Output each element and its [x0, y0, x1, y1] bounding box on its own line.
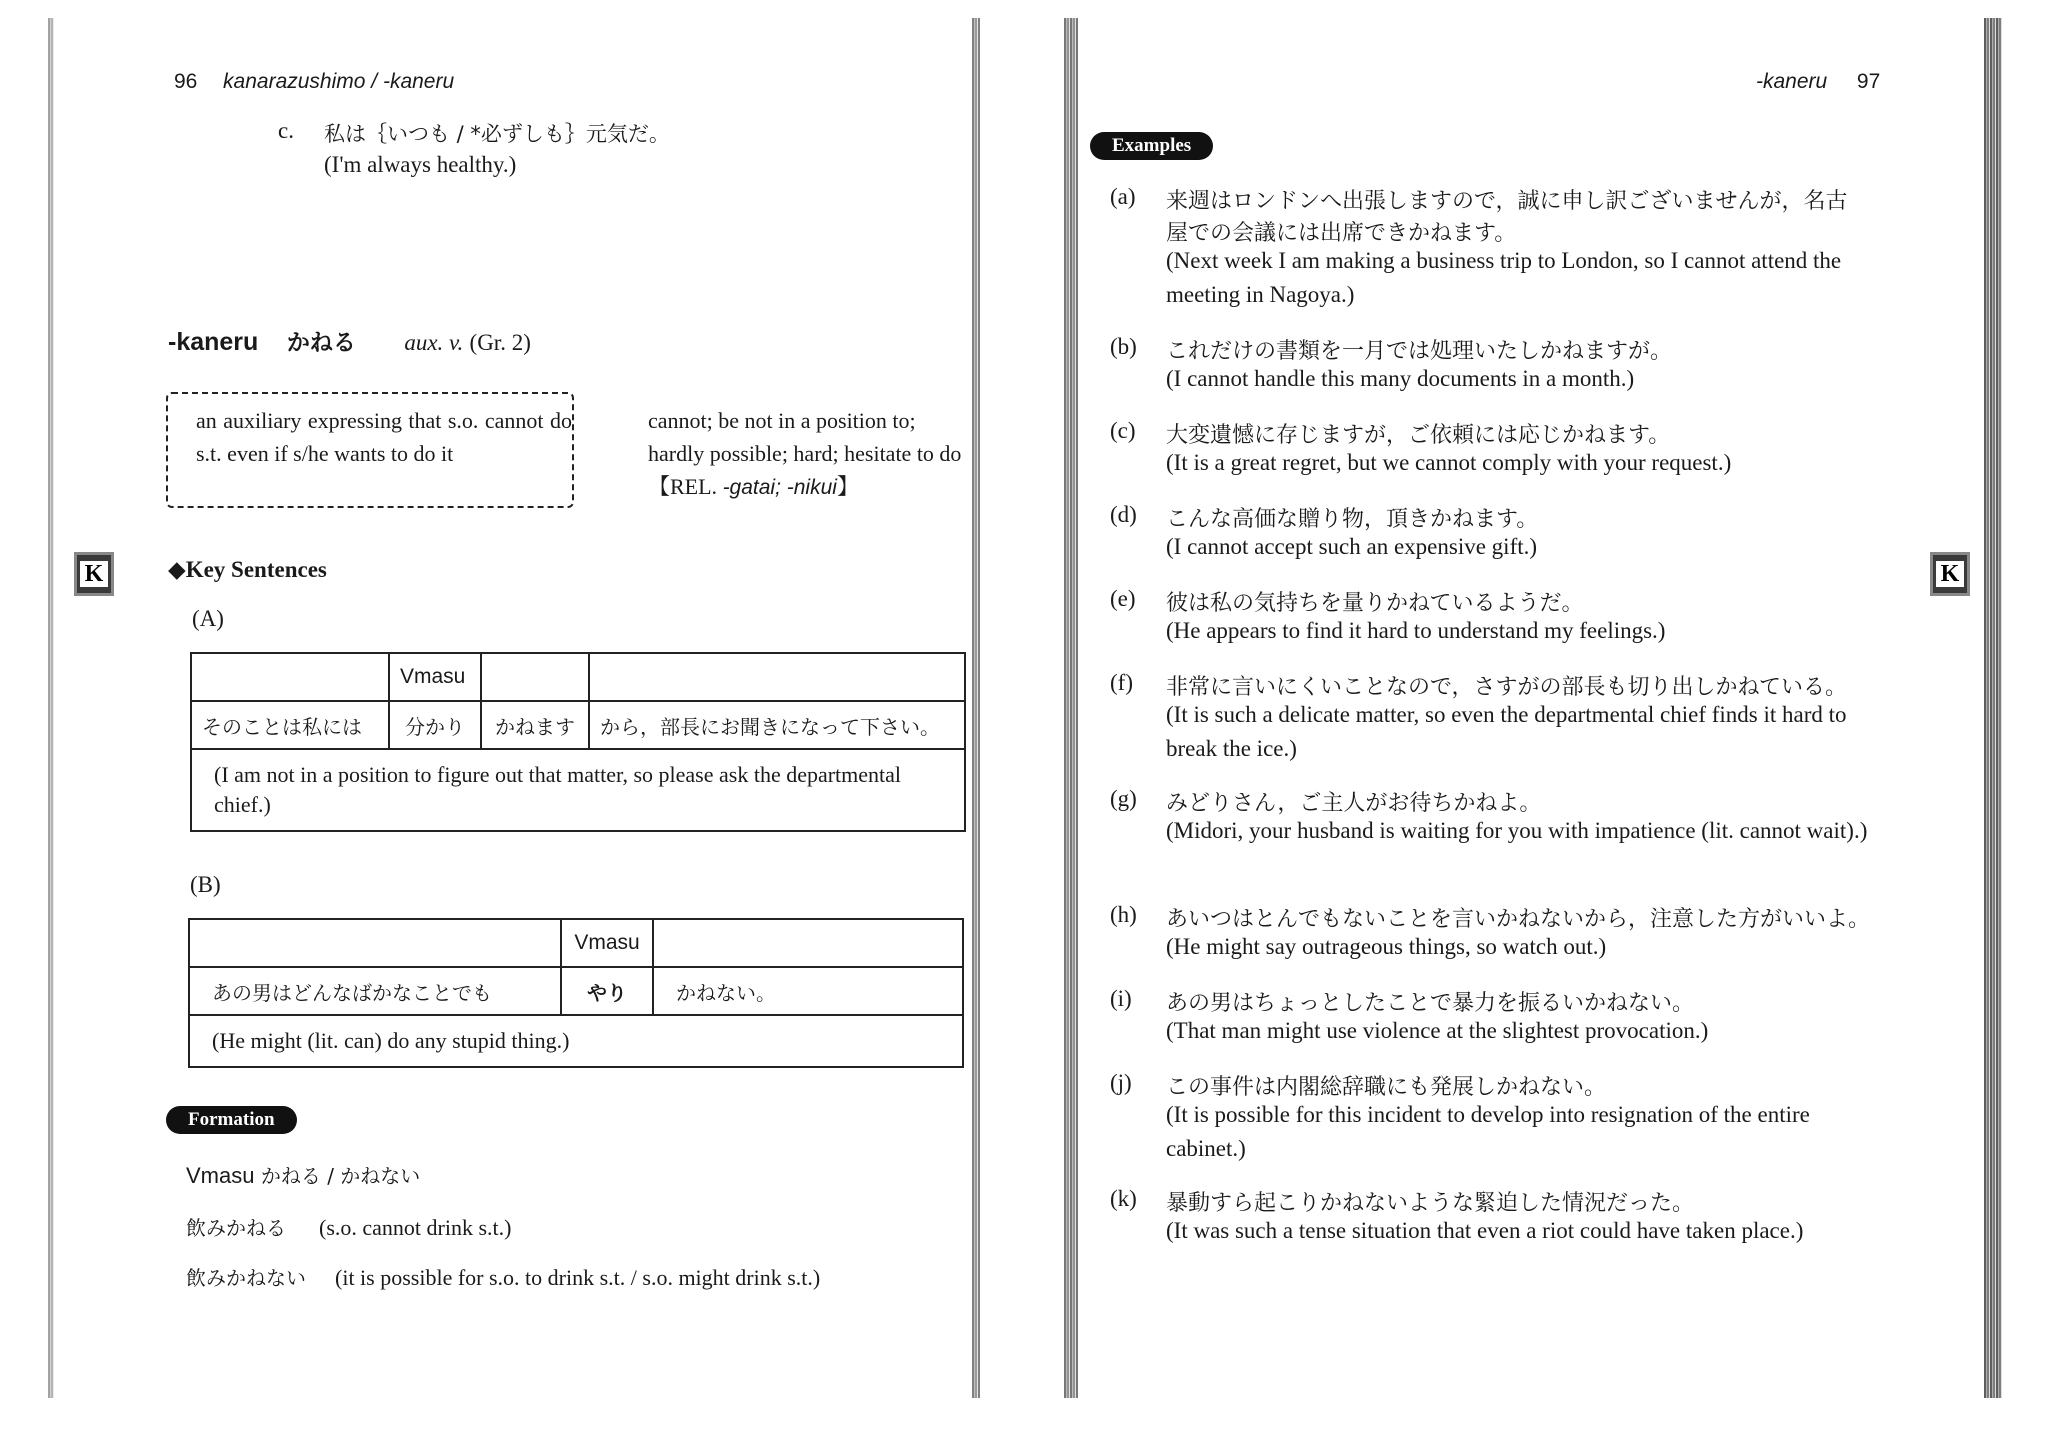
example-label: (i) — [1110, 986, 1132, 1011]
table-a-vmasu: Vmasu — [400, 665, 466, 688]
entry-heading — [168, 324, 531, 357]
example-translation: (It was such a tense situation that even a riot could have taken place.) — [1166, 1218, 1804, 1243]
example-label: (j) — [1110, 1070, 1132, 1095]
example-japanese: これだけの書類を一月では処理いたしかねますが。 — [1166, 339, 1673, 364]
formation-vmasu — [186, 1163, 254, 1188]
page-number-right: 97 — [1856, 70, 1881, 93]
meaning-gloss: cannot; be not in a position to; hardly possible; hard; hesitate to do — [648, 408, 962, 466]
example-japanese: 非常に言いにくいことなので，さすがの部長も切り出しかねている。 — [1166, 675, 1848, 700]
table-a-label: (A) — [192, 606, 224, 631]
formation-pattern — [186, 1160, 420, 1189]
item-c-japanese: 私は｛いつも / *必ずしも｝元気だ。 — [324, 122, 670, 146]
table-a-cell-3: かねます — [481, 701, 589, 749]
example-translation: (I cannot accept such an expensive gift.) — [1166, 534, 1538, 559]
example-japanese: この事件は内閣総辞職にも発展しかねない。 — [1166, 1075, 1607, 1100]
example-label: (g) — [1110, 786, 1137, 811]
table-b-translation: (He might (lit. can) do any stupid thing.) — [189, 1015, 963, 1067]
example-translation: (I cannot handle this many documents in a month.) — [1166, 366, 1635, 391]
example-japanese: 彼は私の気持ちを量りかねているようだ。 — [1166, 591, 1584, 616]
example-japanese-cont: 屋での会議には出席できかねます。 — [1166, 221, 1517, 246]
table-a-empty-2 — [481, 653, 589, 701]
example-label: (e) — [1110, 586, 1136, 611]
table-b-cell-2: やり — [561, 967, 653, 1015]
section-tab-right — [1930, 552, 1970, 596]
example-label: (b) — [1110, 334, 1137, 359]
table-b-header-vmasu — [561, 919, 653, 967]
table-a-cell-4: から，部長にお聞きになって下さい。 — [589, 701, 965, 749]
example-japanese: 大変遺憾に存じますが，ご依頼には応じかねます。 — [1166, 423, 1671, 448]
example-translation: (It is possible for this incident to develop into resignation of the entire cabinet.) — [1166, 1102, 1810, 1161]
table-a-translation: (I am not in a position to figure out that matter, so please ask the departmental chief.) — [191, 749, 965, 831]
formation-example-1 — [186, 1212, 511, 1241]
example-translation: (It is such a delicate matter, so even the departmental chief finds it hard to break the ice.) — [1166, 702, 1847, 761]
example-label: (d) — [1110, 502, 1137, 527]
example-japanese: みどりさん，ご主人がお待ちかねよ。 — [1166, 791, 1542, 816]
table-a-cell-1: そのことは私には — [191, 701, 389, 749]
example-translation: (Next week I am making a business trip to London, so I cannot attend the meeting in Nagoya.) — [1166, 248, 1842, 307]
definition-box: an auxiliary expressing that s.o. cannot do s.t. even if s/he wants to do it — [166, 392, 574, 508]
formation-example-2-en: (it is possible for s.o. to drink s.t. / s.o. might drink s.t.) — [335, 1265, 821, 1290]
table-b-empty-2 — [653, 919, 963, 967]
example-label: (f) — [1110, 670, 1133, 695]
key-sentences-heading: ◆Key Sentences — [168, 557, 327, 582]
table-b-cell-3: かねない。 — [653, 967, 963, 1015]
item-c-translation: (I'm always healthy.) — [324, 152, 517, 177]
key-sentence-table-b — [188, 918, 964, 1068]
rel-suffix: 】 — [836, 474, 859, 499]
table-a-cell-2: 分かり — [389, 701, 481, 749]
example-label: (a) — [1110, 184, 1136, 209]
table-b-cell-1: あの男はどんなばかなことでも — [189, 967, 561, 1015]
table-a-header-vmasu — [389, 653, 481, 701]
example-translation: (It is a great regret, but we cannot comply with your request.) — [1166, 450, 1732, 475]
entry-headword: -kaneru — [168, 328, 259, 356]
formation-example-2-jp: 飲みかねない — [186, 1266, 306, 1290]
formation-example-1-en: (s.o. cannot drink s.t.) — [319, 1215, 512, 1240]
example-label: (k) — [1110, 1186, 1137, 1211]
entry-group: (Gr. 2) — [469, 330, 531, 355]
rel-items: -gatai; -nikui — [722, 476, 837, 499]
example-japanese: こんな高価な贈り物，頂きかねます。 — [1166, 507, 1539, 532]
section-tab-left — [74, 552, 114, 596]
example-translation: (He might say outrageous things, so watch out.) — [1166, 934, 1607, 959]
example-translation: (Midori, your husband is waiting for you with impatience (lit. cannot wait).) — [1166, 818, 1868, 843]
table-b-empty-1 — [189, 919, 561, 967]
example-japanese: 暴動すら起こりかねないような緊迫した情況だった。 — [1166, 1191, 1695, 1216]
example-japanese: あいつはとんでもないことを言いかねないから，注意した方がいいよ。 — [1166, 907, 1871, 932]
formation-example-2 — [186, 1262, 820, 1291]
rel-prefix: 【REL. — [648, 474, 718, 499]
table-a-empty-3 — [589, 653, 965, 701]
page-number-left: 96 — [174, 70, 198, 93]
example-translation: (He appears to find it hard to understand my feelings.) — [1166, 618, 1666, 643]
item-c-label: c. — [278, 118, 294, 143]
table-b-label: (B) — [190, 872, 221, 897]
table-a-empty-1 — [191, 653, 389, 701]
entry-pos: aux. v. — [404, 330, 464, 355]
key-sentence-table-a — [190, 652, 966, 832]
example-label: (c) — [1110, 418, 1136, 443]
examples-heading: Examples — [1090, 132, 1213, 160]
example-japanese: 来週はロンドンへ出張しますので，誠に申し訳ございませんが，名古 — [1166, 189, 1848, 214]
formation-vmasu-text: Vmasu — [186, 1163, 255, 1188]
section-tab-letter-left: K — [80, 561, 109, 587]
example-label: (h) — [1110, 902, 1137, 927]
formation-heading: Formation — [166, 1106, 297, 1134]
running-title-right: -kaneru — [1756, 70, 1828, 93]
formation-pattern-rest: かねる / かねない — [254, 1164, 421, 1188]
page-header-right — [1756, 70, 1880, 94]
entry-kana: かねる — [286, 330, 356, 356]
page-header-left — [174, 70, 454, 94]
formation-example-1-jp: 飲みかねる — [186, 1216, 286, 1240]
running-title-left: kanarazushimo / -kaneru — [223, 70, 455, 93]
example-translation: (That man might use violence at the slightest provocation.) — [1166, 1018, 1709, 1043]
section-tab-letter-right: K — [1936, 561, 1965, 587]
meaning-text — [648, 404, 968, 504]
table-b-vmasu: Vmasu — [574, 931, 640, 954]
example-japanese: あの男はちょっとしたことで暴力を振るいかねない。 — [1166, 991, 1695, 1016]
